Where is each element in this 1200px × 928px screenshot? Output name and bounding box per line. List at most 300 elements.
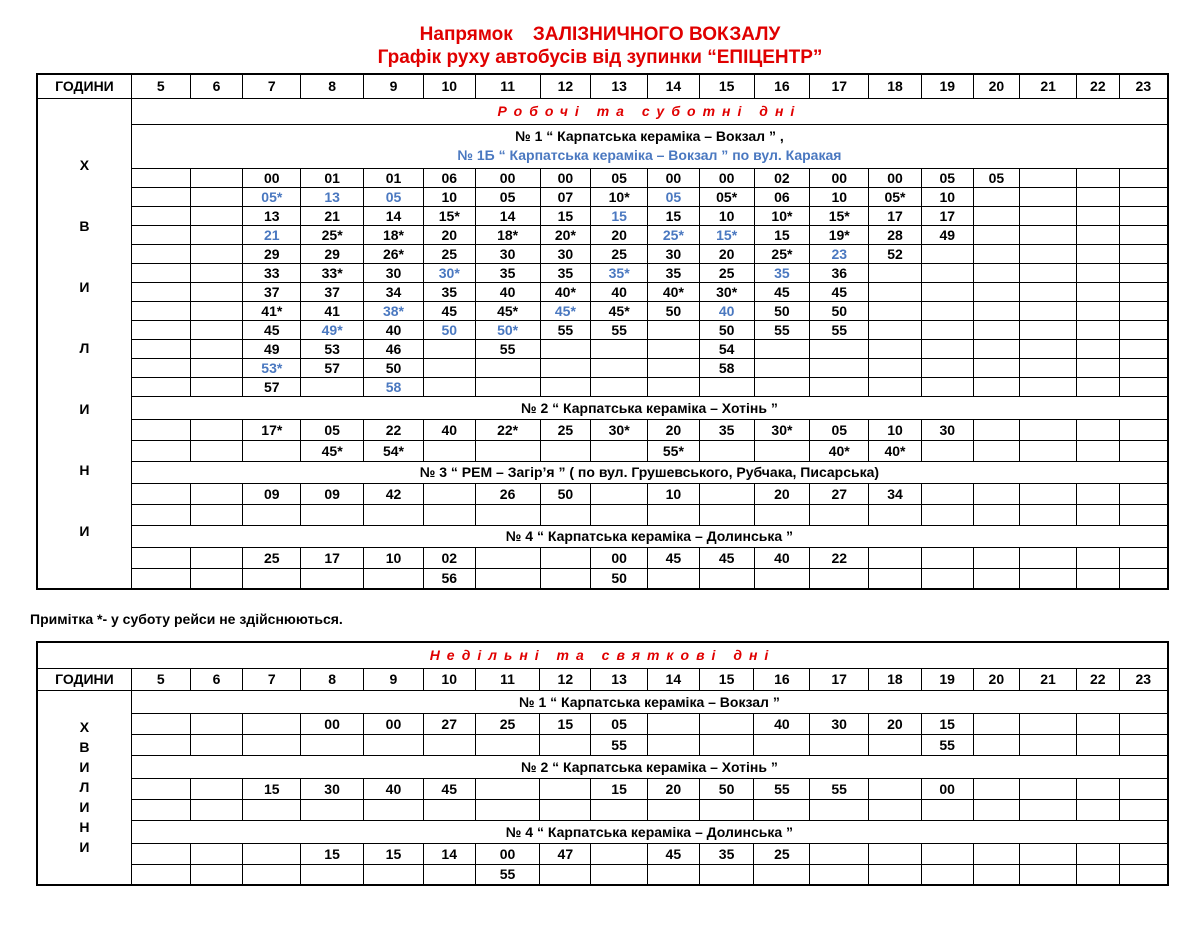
minute-cell: [1119, 483, 1168, 504]
minute-cell: 00: [475, 843, 540, 864]
minute-cell: [1020, 377, 1077, 396]
minute-cell: 49: [921, 225, 973, 244]
minute-cell: [540, 547, 591, 568]
minute-cell: [190, 547, 243, 568]
minute-cell: [1119, 843, 1168, 864]
minute-cell: [1119, 282, 1168, 301]
table-row: [37, 483, 1168, 504]
minute-cell: [475, 568, 540, 589]
side-letter: И: [79, 799, 90, 816]
minute-cell: [810, 568, 869, 589]
minute-cell: [540, 568, 591, 589]
minute-cell: 40: [754, 547, 810, 568]
table-row: [37, 396, 1168, 419]
hour-header: 20: [973, 74, 1020, 98]
minute-cell: 40: [423, 419, 475, 440]
minute-cell: 25: [423, 244, 475, 263]
minute-cell: 45*: [475, 301, 540, 320]
minute-cell: 36: [810, 263, 869, 282]
minute-cell: 00: [648, 168, 700, 187]
minute-cell: 15: [648, 206, 700, 225]
minute-cell: 20: [869, 713, 922, 734]
minute-cell: [301, 377, 364, 396]
hour-header: 14: [647, 668, 699, 690]
minute-cell: [869, 339, 922, 358]
side-letter: Л: [79, 339, 90, 356]
minute-cell: 10*: [754, 206, 810, 225]
minute-cell: [754, 339, 810, 358]
hour-header: 16: [754, 74, 810, 98]
minute-cell: [754, 440, 810, 461]
minute-cell: 20: [591, 225, 648, 244]
minute-cell: [973, 339, 1020, 358]
minute-cell: 22: [364, 419, 424, 440]
minute-cell: [1020, 282, 1077, 301]
minute-cell: 29: [301, 244, 364, 263]
minute-cell: 30: [921, 419, 973, 440]
minute-cell: 37: [243, 282, 301, 301]
minute-cell: [540, 339, 591, 358]
minute-cell: [869, 301, 922, 320]
minute-cell: [1119, 187, 1168, 206]
minute-cell: [1077, 320, 1120, 339]
minute-cell: 07: [540, 187, 591, 206]
minute-cell: [1020, 504, 1077, 525]
table-row: [37, 755, 1168, 778]
minute-cell: [1119, 799, 1168, 820]
minute-cell: 13: [301, 187, 364, 206]
minute-cell: [921, 568, 973, 589]
holiday-schedule-table: [36, 641, 1169, 886]
minute-cell: [1119, 713, 1168, 734]
minute-cell: 50: [810, 301, 869, 320]
minute-cell: 15: [301, 843, 364, 864]
minute-cell: [973, 440, 1020, 461]
minute-cell: [364, 504, 424, 525]
minute-cell: [591, 504, 648, 525]
minute-cell: 22: [810, 547, 869, 568]
minute-cell: [423, 377, 475, 396]
minute-cell: 15: [540, 713, 591, 734]
side-letter: И: [79, 839, 90, 856]
minute-cell: [1077, 282, 1120, 301]
minute-cell: [810, 843, 869, 864]
hour-header: 23: [1119, 668, 1168, 690]
minute-cell: [243, 504, 301, 525]
route-1-title: [131, 124, 1168, 168]
minute-cell: [973, 263, 1020, 282]
minute-cell: [1077, 377, 1120, 396]
minute-cell: 37: [301, 282, 364, 301]
weekday-schedule-table: [36, 73, 1169, 590]
minutes-side-label: [37, 98, 131, 589]
minute-cell: 58: [364, 377, 424, 396]
minute-cell: [1020, 799, 1077, 820]
minute-cell: [475, 440, 540, 461]
minute-cell: [699, 799, 754, 820]
minute-cell: 38*: [364, 301, 424, 320]
minute-cell: 25*: [754, 244, 810, 263]
minute-cell: 20: [647, 778, 699, 799]
minute-cell: 25: [475, 713, 540, 734]
minute-cell: [1020, 187, 1077, 206]
route-2-title: № 2 “ Карпатська кераміка – Хотінь ”: [131, 755, 1168, 778]
minute-cell: [1020, 547, 1077, 568]
minute-cell: [754, 864, 810, 885]
minute-cell: 01: [301, 168, 364, 187]
minute-cell: [1020, 440, 1077, 461]
table-row: [37, 504, 1168, 525]
minute-cell: [973, 301, 1020, 320]
minute-cell: 55: [810, 320, 869, 339]
hour-header: 22: [1077, 74, 1120, 98]
hour-header: 19: [921, 74, 973, 98]
minute-cell: 01: [364, 168, 424, 187]
minute-cell: [973, 187, 1020, 206]
minute-cell: 35: [699, 419, 754, 440]
minute-cell: 06: [423, 168, 475, 187]
minute-cell: [648, 358, 700, 377]
minute-cell: [1077, 358, 1120, 377]
minute-cell: [301, 734, 364, 755]
minute-cell: [475, 799, 540, 820]
minute-cell: [810, 864, 869, 885]
minute-cell: [131, 547, 190, 568]
minute-cell: [1077, 483, 1120, 504]
minute-cell: 53: [301, 339, 364, 358]
minute-cell: 35: [475, 263, 540, 282]
minute-cell: 05: [973, 168, 1020, 187]
minute-cell: 10: [869, 419, 922, 440]
minute-cell: 05: [591, 713, 648, 734]
minute-cell: [131, 799, 190, 820]
minute-cell: [1077, 440, 1120, 461]
minute-cell: 17: [301, 547, 364, 568]
minute-cell: 35: [540, 263, 591, 282]
table-row: [37, 568, 1168, 589]
minute-cell: 35*: [591, 263, 648, 282]
minute-cell: [1020, 864, 1077, 885]
minute-cell: 45: [243, 320, 301, 339]
minute-cell: [131, 187, 190, 206]
minute-cell: [540, 440, 591, 461]
minute-cell: [1077, 547, 1120, 568]
minute-cell: [190, 568, 243, 589]
minute-cell: 09: [243, 483, 301, 504]
minute-cell: 15: [243, 778, 301, 799]
hours-header-label: ГОДИНИ: [37, 668, 131, 690]
minute-cell: [699, 440, 754, 461]
hour-header: 22: [1076, 668, 1119, 690]
minute-cell: [190, 187, 243, 206]
minute-cell: [1119, 440, 1168, 461]
minute-cell: [475, 377, 540, 396]
minute-cell: [243, 864, 301, 885]
minute-cell: [131, 419, 190, 440]
minute-cell: [973, 320, 1020, 339]
table-row: [37, 358, 1168, 377]
minute-cell: [131, 301, 190, 320]
minute-cell: [540, 377, 591, 396]
minute-cell: [1077, 225, 1120, 244]
minute-cell: 05: [364, 187, 424, 206]
minute-cell: [648, 568, 700, 589]
minute-cell: 55: [475, 339, 540, 358]
minute-cell: 06: [754, 187, 810, 206]
table-row: [37, 734, 1168, 755]
minute-cell: [648, 320, 700, 339]
minute-cell: [131, 339, 190, 358]
minute-cell: [1020, 301, 1077, 320]
minute-cell: 20*: [540, 225, 591, 244]
minute-cell: 14: [423, 843, 475, 864]
minute-cell: [301, 864, 364, 885]
minute-cell: [699, 734, 754, 755]
minute-cell: [1020, 244, 1077, 263]
minute-cell: [921, 339, 973, 358]
minute-cell: 54*: [364, 440, 424, 461]
hour-header: 12: [540, 74, 591, 98]
minute-cell: 00: [475, 168, 540, 187]
minute-cell: 18*: [364, 225, 424, 244]
minute-cell: 55: [591, 734, 648, 755]
minute-cell: [591, 799, 648, 820]
minute-cell: [1077, 301, 1120, 320]
minute-cell: 30*: [699, 282, 754, 301]
minute-cell: 57: [243, 377, 301, 396]
minute-cell: 00: [810, 168, 869, 187]
minute-cell: [869, 843, 922, 864]
table-row: [37, 377, 1168, 396]
route-1-title: № 1 “ Карпатська кераміка – Вокзал ”: [131, 690, 1168, 713]
holiday-section-title: Недільні та святкові дні: [37, 642, 1168, 668]
minute-cell: 15: [921, 713, 973, 734]
hour-header: 15: [699, 668, 754, 690]
minute-cell: [647, 799, 699, 820]
hours-header-row: [37, 668, 1168, 690]
minute-cell: 40: [364, 778, 424, 799]
minute-cell: [540, 734, 591, 755]
minute-cell: [131, 168, 190, 187]
minute-cell: 35: [699, 843, 754, 864]
minute-cell: [1020, 734, 1077, 755]
minute-cell: [423, 483, 475, 504]
minute-cell: 20: [423, 225, 475, 244]
hour-header: 17: [810, 74, 869, 98]
minute-cell: 45: [699, 547, 754, 568]
table-row: [37, 244, 1168, 263]
minute-cell: 15: [364, 843, 424, 864]
minute-cell: 02: [754, 168, 810, 187]
minute-cell: [921, 358, 973, 377]
minute-cell: 25*: [648, 225, 700, 244]
minute-cell: [699, 864, 754, 885]
minute-cell: [699, 713, 754, 734]
minute-cell: 30: [810, 713, 869, 734]
minute-cell: 21: [243, 225, 301, 244]
minute-cell: [869, 377, 922, 396]
minute-cell: 30*: [591, 419, 648, 440]
minute-cell: 55: [754, 320, 810, 339]
minute-cell: 30: [364, 263, 424, 282]
minute-cell: 50: [540, 483, 591, 504]
minute-cell: [973, 864, 1020, 885]
minute-cell: [190, 419, 243, 440]
minute-cell: [869, 504, 922, 525]
minute-cell: 55: [921, 734, 973, 755]
table-row: [37, 225, 1168, 244]
minute-cell: 45: [754, 282, 810, 301]
minute-cell: 05: [591, 168, 648, 187]
minute-cell: [190, 282, 243, 301]
hour-header: 7: [243, 668, 301, 690]
minute-cell: 14: [364, 206, 424, 225]
minute-cell: 26*: [364, 244, 424, 263]
minute-cell: [131, 778, 190, 799]
minute-cell: [810, 339, 869, 358]
minute-cell: [190, 225, 243, 244]
minute-cell: 22*: [475, 419, 540, 440]
minute-cell: [475, 778, 540, 799]
page-title-line2: Графік руху автобусів від зупинки “ЕПІЦЕНТР”: [377, 47, 823, 68]
minute-cell: 00: [243, 168, 301, 187]
minute-cell: [647, 713, 699, 734]
minute-cell: [131, 568, 190, 589]
minute-cell: [475, 734, 540, 755]
minute-cell: [364, 864, 424, 885]
minute-cell: [1020, 168, 1077, 187]
minute-cell: 20: [648, 419, 700, 440]
minute-cell: 45: [810, 282, 869, 301]
minute-cell: 00: [301, 713, 364, 734]
hours-header-row: [37, 74, 1168, 98]
minute-cell: 35: [648, 263, 700, 282]
minute-cell: 41*: [243, 301, 301, 320]
minute-cell: [190, 320, 243, 339]
side-letter: Х: [79, 156, 90, 173]
minute-cell: [754, 504, 810, 525]
minute-cell: [973, 778, 1020, 799]
route-4-title: № 4 “ Карпатська кераміка – Долинська ”: [131, 525, 1168, 547]
minute-cell: 05: [810, 419, 869, 440]
side-letter: В: [79, 217, 90, 234]
side-letter: И: [79, 400, 90, 417]
minute-cell: [1119, 320, 1168, 339]
minute-cell: [973, 483, 1020, 504]
minute-cell: 13: [243, 206, 301, 225]
minute-cell: 20: [754, 483, 810, 504]
minute-cell: [131, 504, 190, 525]
table-row: [37, 864, 1168, 885]
minute-cell: 10: [364, 547, 424, 568]
minute-cell: [647, 734, 699, 755]
minute-cell: [131, 440, 190, 461]
minute-cell: [1020, 206, 1077, 225]
minute-cell: [1077, 244, 1120, 263]
minute-cell: 35: [754, 263, 810, 282]
hour-header: 13: [591, 74, 648, 98]
minute-cell: 40*: [869, 440, 922, 461]
minute-cell: 10: [648, 483, 700, 504]
hour-header: 11: [475, 668, 540, 690]
hour-header: 20: [973, 668, 1020, 690]
minute-cell: [243, 799, 301, 820]
table-row: [37, 320, 1168, 339]
minute-cell: [921, 547, 973, 568]
minute-cell: [699, 568, 754, 589]
minute-cell: [973, 734, 1020, 755]
table-row: [37, 263, 1168, 282]
minute-cell: [1077, 187, 1120, 206]
table-row: [37, 419, 1168, 440]
minute-cell: 42: [364, 483, 424, 504]
side-letter: Х: [79, 719, 90, 736]
minute-cell: [540, 504, 591, 525]
minute-cell: 26: [475, 483, 540, 504]
minute-cell: [131, 358, 190, 377]
minute-cell: 23: [810, 244, 869, 263]
minute-cell: [1119, 358, 1168, 377]
minute-cell: 49*: [301, 320, 364, 339]
hour-header: 11: [475, 74, 540, 98]
minute-cell: [1119, 301, 1168, 320]
route-1b-label: № 1Б “ Карпатська кераміка – Вокзал ” по вул. Каракая: [457, 147, 842, 163]
minute-cell: [190, 483, 243, 504]
minute-cell: 40*: [540, 282, 591, 301]
minute-cell: [1020, 778, 1077, 799]
minute-cell: 05*: [869, 187, 922, 206]
minute-cell: [243, 568, 301, 589]
minute-cell: [131, 206, 190, 225]
minute-cell: 00: [921, 778, 973, 799]
minute-cell: [131, 320, 190, 339]
minute-cell: [423, 358, 475, 377]
minute-cell: [190, 377, 243, 396]
minute-cell: [869, 734, 922, 755]
minute-cell: [921, 799, 973, 820]
minute-cell: [921, 263, 973, 282]
minute-cell: [591, 339, 648, 358]
minute-cell: [869, 547, 922, 568]
minute-cell: [921, 377, 973, 396]
minute-cell: [190, 734, 243, 755]
minute-cell: 58: [699, 358, 754, 377]
minute-cell: [1077, 168, 1120, 187]
minute-cell: [648, 339, 700, 358]
table-row: [37, 713, 1168, 734]
minute-cell: [1076, 864, 1119, 885]
minute-cell: 14: [475, 206, 540, 225]
minute-cell: 34: [869, 483, 922, 504]
minute-cell: [1119, 778, 1168, 799]
hour-header: 19: [921, 668, 973, 690]
minute-cell: [869, 263, 922, 282]
minute-cell: [1020, 483, 1077, 504]
table-row: [37, 690, 1168, 713]
minute-cell: 25: [699, 263, 754, 282]
minute-cell: [591, 377, 648, 396]
minute-cell: [131, 244, 190, 263]
minute-cell: [1077, 263, 1120, 282]
minute-cell: 00: [869, 168, 922, 187]
title-direction-label: Напрямок: [419, 24, 513, 45]
minute-cell: 40*: [648, 282, 700, 301]
minute-cell: [190, 358, 243, 377]
minute-cell: [973, 843, 1020, 864]
hour-header: 5: [131, 668, 190, 690]
minute-cell: [973, 377, 1020, 396]
minute-cell: [973, 206, 1020, 225]
